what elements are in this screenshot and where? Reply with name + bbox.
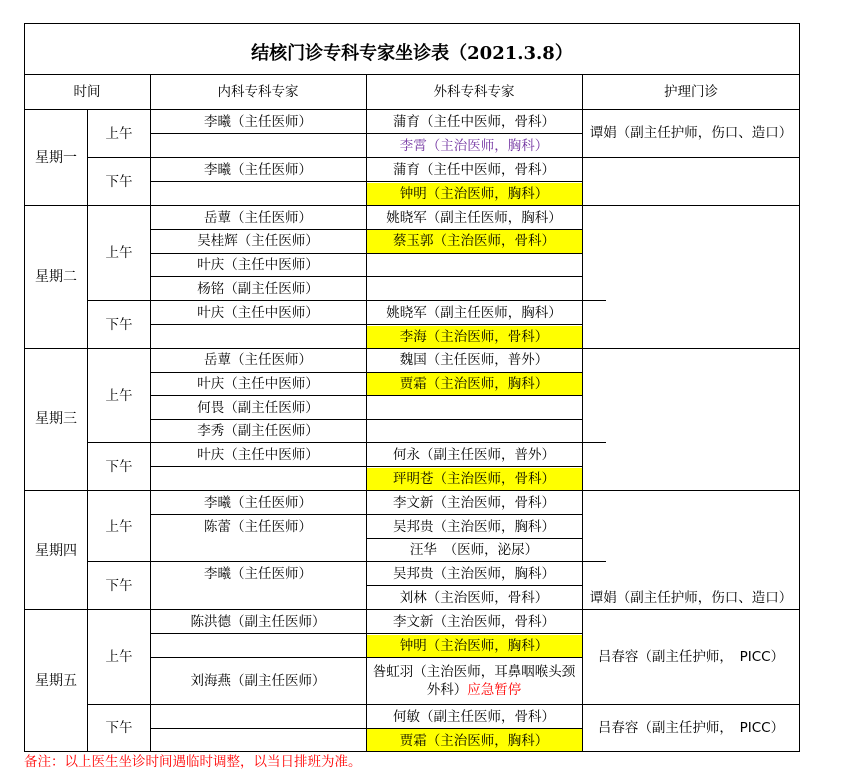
period-label: 上午 [105, 519, 133, 535]
header-surgery: 外科专科专家 [433, 84, 515, 100]
internal-doctor: 何畏（副主任医师） [197, 400, 319, 416]
grid-line [582, 74, 583, 751]
grid-line [87, 300, 606, 301]
day-label: 星期一 [35, 150, 77, 166]
internal-doctor: 刘海燕（副主任医师） [190, 673, 326, 689]
surgery-doctor: 贾霜（主治医师，胸科） [399, 376, 549, 392]
grid-line [799, 23, 800, 752]
period-label: 下午 [105, 459, 133, 475]
grid-line [24, 751, 800, 752]
internal-doctor: 陈洪德（副主任医师） [190, 614, 326, 630]
header-time: 时间 [73, 84, 101, 100]
surgery-doctor: 吴邦贵（主治医师，胸科） [393, 519, 555, 535]
surgery-doctor: 玶明苍（主治医师，骨科） [393, 471, 555, 487]
period-label: 下午 [105, 174, 133, 190]
period-label: 下午 [105, 578, 133, 594]
header-nursing: 护理门诊 [664, 84, 718, 100]
grid-line [150, 74, 151, 751]
surgery-doctor: 刘林（主治医师，骨科） [399, 590, 549, 606]
internal-doctor: 李曦（主任医师） [204, 114, 312, 130]
period-label: 上午 [105, 388, 133, 404]
surgery-doctor: 钟明（主治医师，胸科） [399, 638, 549, 654]
suspended-note: 应急暂停 [467, 682, 522, 698]
surgery-doctor: 蔡玉郭（主治医师，骨科） [393, 233, 555, 249]
nursing-staff: 谭娟（副主任护师，伤口、造口） [589, 590, 793, 606]
grid-line [24, 74, 800, 75]
internal-doctor: 李曦（主任医师） [204, 566, 312, 582]
internal-doctor: 李曦（主任医师） [204, 495, 312, 511]
internal-doctor: 杨铭（副主任医师） [197, 281, 319, 297]
nursing-staff: 吕春容（副主任护师， PICC） [597, 720, 785, 736]
grid-line [24, 205, 800, 206]
internal-doctor: 李曦（主任医师） [204, 162, 312, 178]
surgery-doctor: 贾霜（主治医师，胸科） [399, 733, 549, 749]
grid-line [24, 609, 800, 610]
nursing-staff: 吕春容（副主任护师， PICC） [597, 649, 785, 665]
day-label: 星期四 [35, 543, 77, 559]
grid-line [87, 442, 606, 443]
grid-line [367, 585, 582, 586]
surgery-doctor: 蒲育（主任中医师，骨科） [393, 114, 555, 130]
internal-doctor: 李秀（副主任医师） [197, 423, 319, 439]
surgery-doctor: 何敏（副主任医师，骨科） [393, 709, 555, 725]
internal-doctor: 叶庆（主任中医师） [197, 376, 319, 392]
surgery-doctor: 昝虹羽（主治医师，耳鼻咽喉头颈外科） [372, 664, 576, 698]
page-title: 结核门诊专科专家坐诊表（2021.3.8） [251, 43, 573, 64]
surgery-doctor: 吴邦贵（主治医师，胸科） [393, 566, 555, 582]
surgery-doctor-wrapped [368, 663, 580, 699]
internal-doctor: 陈蕾（主任医师） [204, 519, 312, 535]
period-label: 上午 [105, 126, 133, 142]
internal-doctor: 岳蕈（主任医师） [204, 352, 312, 368]
grid-line [87, 561, 606, 562]
surgery-doctor: 李文新（主治医师，骨科） [393, 495, 555, 511]
grid-line [87, 109, 88, 751]
footer-note: 备注：以上医生坐诊时间遇临时调整，以当日排班为准。 [24, 754, 362, 770]
surgery-doctor: 钟明（主治医师，胸科） [399, 186, 549, 202]
grid-line [24, 23, 800, 24]
surgery-doctor: 李文新（主治医师，骨科） [393, 614, 555, 630]
day-label: 星期五 [35, 673, 77, 689]
surgery-doctor: 汪华 （医师，泌尿） [409, 542, 539, 558]
grid-line [87, 704, 800, 705]
grid-line [87, 157, 800, 158]
nursing-staff: 谭娟（副主任护师，伤口、造口） [589, 125, 793, 141]
header-internal: 内科专科专家 [217, 84, 299, 100]
grid-line [367, 538, 582, 539]
surgery-doctor: 姚晓军（副主任医师，胸科） [386, 210, 562, 226]
internal-doctor: 叶庆（主任中医师） [197, 305, 319, 321]
internal-doctor: 吴桂辉（主任医师） [197, 233, 319, 249]
surgery-doctor: 何永（副主任医师，普外） [393, 447, 555, 463]
grid-line [366, 74, 367, 751]
period-label: 下午 [105, 317, 133, 333]
day-label: 星期三 [35, 411, 77, 427]
internal-doctor: 叶庆（主任中医师） [197, 447, 319, 463]
internal-doctor: 岳蕈（主任医师） [204, 210, 312, 226]
grid-line [24, 490, 800, 491]
internal-doctor: 叶庆（主任中医师） [197, 257, 319, 273]
period-label: 上午 [105, 245, 133, 261]
surgery-doctor: 李海（主治医师，骨科） [399, 329, 549, 345]
grid-line [24, 348, 800, 349]
surgery-doctor: 蒲育（主任中医师，骨科） [393, 162, 555, 178]
grid-line [24, 23, 25, 752]
grid-line [24, 109, 800, 110]
schedule-table [24, 23, 800, 752]
surgery-doctor: 魏国（主任医师，普外） [399, 352, 549, 368]
period-label: 下午 [105, 720, 133, 736]
day-label: 星期二 [35, 269, 77, 285]
period-label: 上午 [105, 649, 133, 665]
surgery-doctor: 李霄（主治医师，胸科） [399, 138, 549, 154]
surgery-doctor: 姚晓军（副主任医师，胸科） [386, 305, 562, 321]
